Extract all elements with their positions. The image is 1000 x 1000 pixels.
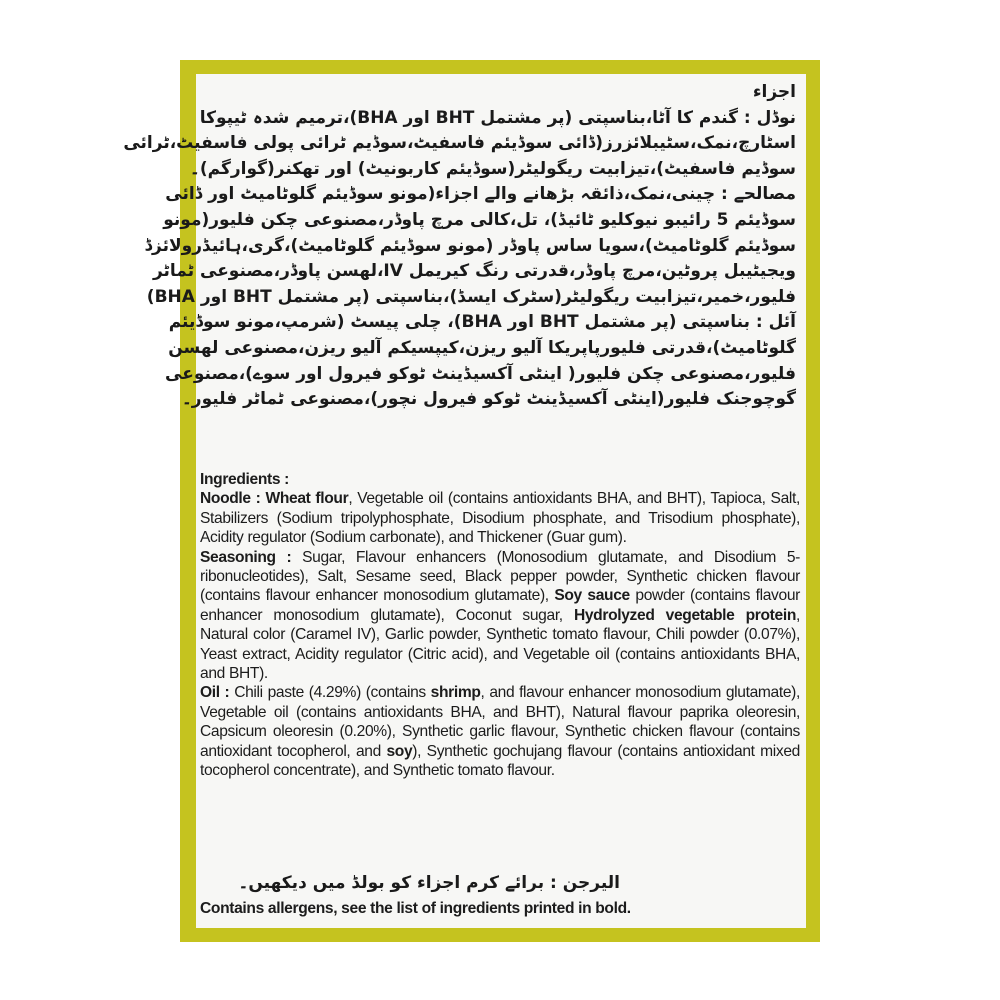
seasoning-text: , Natural color (Caramel IV), Garlic powder, Synthetic tomato flavour, Chili powder (0.07%), Yeast extract, Acidity regulator (Citric acid), and Vegetable oil (contains antioxidants BHA, and BHT). [200,606,800,683]
noodle-allergen-wheat: Wheat flour [265,490,349,508]
seasoning-allergen-soy: Soy sauce [554,587,630,605]
urdu-ingredients-block [123,80,796,413]
oil-text: , and flavour enhancer monosodium glutamate), Vegetable oil (contains antioxidants BHA, and BHT), Natural flavour paprika oleoresin, Capsicum oleoresin (0.20%), Synthetic garlic flavour, Synthetic chicken flavour (contains antioxidant tocopherol, and [200,684,800,760]
urdu-line: مصالحے : چینی،نمک،ذائقہ بڑھانے والے اجزاء(مونو سوڈیئم گلوٹامیٹ اور ڈائی [165,184,796,205]
seasoning-label: Seasoning : [200,548,292,566]
seasoning-allergen-protein: Hydrolyzed vegetable protein [573,606,796,624]
urdu-line: نوڈل : گندم کا آٹا،بناسپتی (پر مشتمل BHT اور BHA)،ترمیم شدہ ٹیپوکا [199,107,796,128]
oil-allergen-shrimp: shrimp [430,684,481,702]
package-label [123,60,820,942]
noodle-label: Noodle : [200,490,261,508]
urdu-line: سوڈیئم 5 رائیبو نیوکلیو ٹائیڈ)، تل،کالی مرچ پاوڈر،مصنوعی چکن فلیور(مونو [163,209,796,230]
oil-allergen-soy: soy [386,742,413,760]
urdu-line: گلوٹامیٹ)،قدرتی فلیورپاپریکا آلیو ریزن،کیپسیکم آلیو ریزن،مصنوعی لھسن [168,337,796,358]
seasoning-text: Sugar, Flavour enhancers (Monosodium glutamate, and Disodium 5-ribonucleotides), Salt, Sesame seed, Black pepper powder, Synthetic chicken flavour (contains flavour enhancer monosodium glutamate), [200,548,800,605]
urdu-line: ویجیٹیبل پروٹین،مرچ پاوڈر،قدرتی رنگ کیریمل IV،لھسن پاوڈر،مصنوعی ٹماٹر [152,261,796,282]
urdu-allergen-note: الیرجن : برائے کرم اجزاء کو بولڈ میں دیکھیں۔ [238,873,620,893]
ingredients-panel [123,74,806,928]
urdu-line: فلیور،خمیر،تیزابیت ریگولیٹر(سٹرک ایسڈ)،بناسپتی (پر مشتمل BHT اور BHA) [146,286,796,307]
urdu-line: گوچوجنک فلیور(اینٹی آکسیڈینٹ ٹوکو فیرول نچور)،مصنوعی ٹماٹر فلیور۔ [181,389,796,410]
noodle-paragraph [200,489,800,547]
urdu-line: سوڈیئم گلوٹامیٹ)،سویا ساس پاوڈر (مونو سوڈیئم گلوٹامیٹ)،گری،ہائیڈرولائزڈ [144,235,796,256]
seasoning-text: powder (contains flavour enhancer monosodium glutamate), Coconut sugar, [200,587,800,624]
noodle-text: , Vegetable oil (contains antioxidants BHA, and BHT), Tapioca, Salt, Stabilizers (Sodium tripolyphosphate, Disodium phosphate, and Trisodium phosphate), Acidity regulator (Sodium carbonate), and Thickener (Guar gum). [200,490,800,547]
ingredients-heading: Ingredients : [200,471,290,488]
oil-text: Chili paste (4.29%) (contains [229,684,431,702]
urdu-line: آئل : بناسپتی (پر مشتمل BHT اور BHA)، چلی پیسٹ (شرمپ،مونو سوڈیئم [168,312,796,333]
allergen-note: Contains allergens, see the list of ingredients printed in bold. [200,900,631,917]
oil-paragraph [200,683,800,780]
oil-text: ), Synthetic gochujang flavour (contains antioxidant mixed tocopherol concentrate), and Synthetic tomato flavour. [200,742,801,780]
urdu-heading: اجزاء [752,82,796,102]
urdu-line: اسٹارچ،نمک،سٹیبلائزرز(ڈائی سوڈیئم فاسفیٹ،سوڈیم ٹرائی پولی فاسفیٹ،ٹرائی [123,133,796,154]
urdu-line: سوڈیم فاسفیٹ)،تیزابیت ریگولیٹر(سوڈیئم کاربونیٹ) اور تھکنر(گوارگم)۔ [189,158,796,179]
english-ingredients-block [200,470,800,781]
seasoning-paragraph [200,548,800,684]
urdu-line: فلیور،مصنوعی چکن فلیور( اینٹی آکسیڈینٹ ٹوکو فیرول اور سوے)،مصنوعی [165,363,796,384]
oil-label: Oil : [200,684,230,702]
